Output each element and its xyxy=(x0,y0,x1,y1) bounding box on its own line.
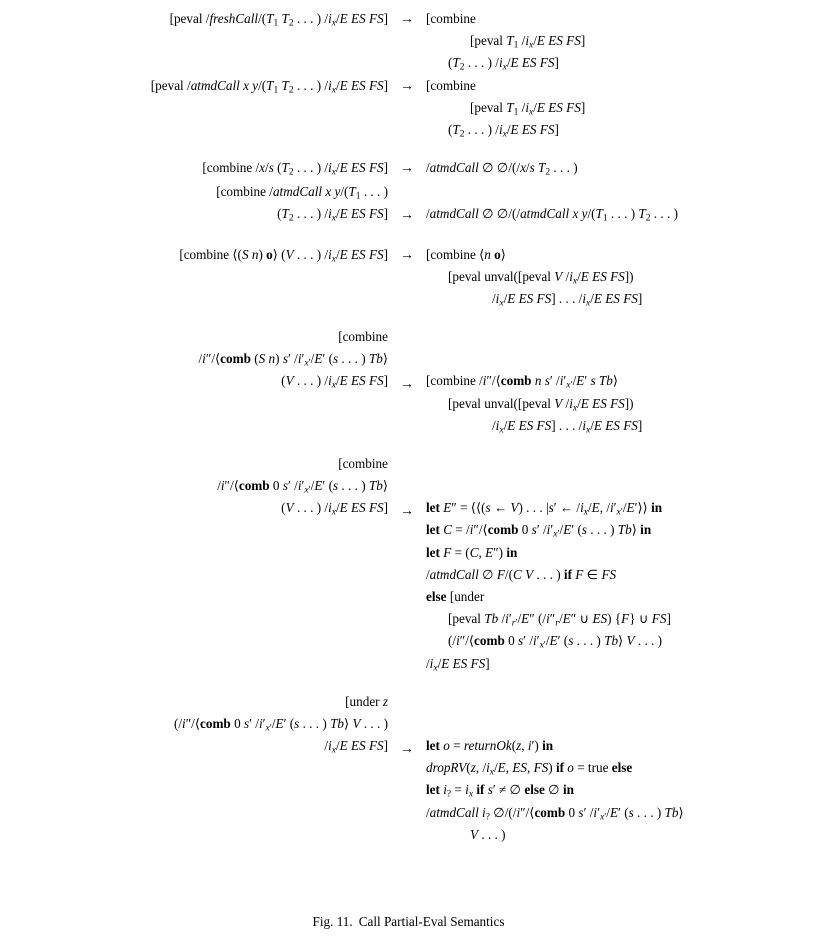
rule-row-under xyxy=(10,691,807,846)
spacer xyxy=(10,228,807,244)
rule-arrow xyxy=(388,691,426,846)
rhs-line: [combine ⟨n o⟩ xyxy=(426,246,506,262)
lhs-line: (/i″/⟨comb 0 s′ $/i'_{x'}/E'$ (s . . . ) Tb⟩ V . . . ) xyxy=(173,715,388,734)
rule-rhs xyxy=(426,157,807,181)
rhs-line: [peval $T_1$ $/i_x/E$ ES FS] xyxy=(470,99,586,118)
rhs-line: /atmdCall ∅ F/(C V . . . ) if F ∈ FS xyxy=(426,566,617,582)
arrow-glyph: → xyxy=(400,247,414,263)
lhs-line: [peval $/freshCall/(T_1$ $T_2$ . . . ) $/i_x/E$ ES FS] xyxy=(169,11,388,29)
rhs-line: let E″ = ⟨⟨(s ← V) . . . |s′ ← $/i_x/E$, $/i'_{x'}/E'⟩⟩$ in xyxy=(426,500,663,518)
rule-arrow xyxy=(388,453,426,675)
rule-lhs xyxy=(10,157,388,181)
rhs-line: let o = returnOk(z, i′) in xyxy=(426,738,554,754)
arrow-glyph: → xyxy=(400,741,414,757)
lhs-line: [combine ⟨(S n) o⟩ (V . . . ) $/i_x/E$ ES FS] xyxy=(179,246,388,264)
lhs-line: [combine xyxy=(338,329,388,345)
rule-lhs xyxy=(10,244,388,311)
rule-rhs xyxy=(426,181,807,228)
rule-rhs xyxy=(426,326,807,437)
rhs-line: [combine /i″/⟨comb n s′ $/i'_{x'}/E'$ s Tb⟩ xyxy=(426,373,619,391)
lhs-line: [combine xyxy=(338,455,388,471)
rule-row-combine-comb-sn xyxy=(10,326,807,437)
rule-row-atmdcall xyxy=(10,75,807,142)
rhs-line: (/i″/⟨comb 0 s′ $/i'_{x'}/E'$ (s . . . ) Tb⟩ V . . . ) xyxy=(448,633,663,651)
rule-arrow xyxy=(388,157,426,181)
rule-row-combine-atmdcall xyxy=(10,181,807,228)
arrow-glyph: → xyxy=(400,377,414,393)
rule-rhs xyxy=(426,453,807,675)
lhs-line: [combine /atmdCall x $y/(T_1$ . . . ) xyxy=(216,183,388,201)
rule-lhs xyxy=(10,8,388,75)
rule-row-combine-var xyxy=(10,157,807,181)
spacer xyxy=(10,675,807,691)
rule-lhs xyxy=(10,75,388,142)
lhs-line: [under z xyxy=(345,693,388,709)
lhs-line: [combine /x/s ($T_2$ . . . ) $/i_x/E$ ES FS] xyxy=(202,160,388,178)
arrow-glyph: → xyxy=(400,12,414,27)
rule-arrow xyxy=(388,75,426,142)
rhs-line: ($T_2$ . . . ) $/i_x/E$ ES FS] xyxy=(448,121,559,140)
inference-rules-table xyxy=(10,8,807,846)
rhs-line: [peval $T_1$ $/i_x/E$ ES FS] xyxy=(470,33,586,51)
rhs-line: [peval Tb $/i'_{r'}/E''$ ($/i''_r/E''$ ∪ ES) {F} ∪ FS] xyxy=(448,611,671,629)
rhs-line: /atmdCall ∅ ∅/(/atmdCall x $y/(T_1$ . . . ) $T_2$ . . . ) xyxy=(426,205,678,224)
rule-lhs xyxy=(10,326,388,437)
rule-lhs xyxy=(10,691,388,846)
rhs-line: let C = /i″/⟨comb 0 s′ $/i'_{x'}/E'$ (s . . . ) Tb⟩ in xyxy=(426,522,652,540)
lhs-line: (V . . . ) $/i_x/E$ ES FS] xyxy=(281,373,388,391)
rule-rhs xyxy=(426,691,807,846)
rhs-line: $/i_x/E$ ES FS] . . . $/i_x/E$ ES FS] xyxy=(492,417,643,436)
arrow-glyph: → xyxy=(400,78,414,94)
figure-caption-text: Call Partial-Eval Semantics xyxy=(358,914,505,929)
rhs-line: let $i_? = i_x$ if s′ ≠ ∅ else ∅ in xyxy=(426,782,574,800)
rule-arrow xyxy=(388,8,426,75)
lhs-line: /i″/⟨comb 0 s′ $/i'_{x'}/E'$ (s . . . ) Tb⟩ xyxy=(217,478,388,496)
arrow-glyph: → xyxy=(400,503,414,519)
lhs-line: $/i_x/E$ ES FS] xyxy=(324,738,388,756)
rule-arrow xyxy=(388,326,426,437)
lhs-line: ($T_2$ . . . ) $/i_x/E$ ES FS] xyxy=(277,205,388,224)
rhs-line: [combine xyxy=(426,77,476,93)
rule-row-freshcall xyxy=(10,8,807,75)
arrow-glyph: → xyxy=(400,208,414,224)
rhs-line: [combine xyxy=(426,11,476,26)
rule-rhs xyxy=(426,75,807,142)
rhs-line: let F = (C, E″) in xyxy=(426,544,518,560)
rhs-line: else [under xyxy=(426,588,485,604)
rhs-line: [peval unval([peval V $/i_x/E$ ES FS]) xyxy=(448,395,634,413)
spacer xyxy=(10,310,807,326)
rhs-line: ($T_2$ . . . ) $/i_x/E$ ES FS] xyxy=(448,55,559,73)
rhs-line: V . . . ) xyxy=(470,826,506,842)
lhs-line: (V . . . ) $/i_x/E$ ES FS] xyxy=(281,500,388,518)
rule-row-combine-sn xyxy=(10,244,807,311)
rule-lhs xyxy=(10,181,388,228)
rule-lhs xyxy=(10,453,388,675)
rhs-line: /atmdCall ∅ ∅/(/x/s $T_2$ . . . ) xyxy=(426,160,578,178)
rule-arrow xyxy=(388,181,426,228)
rule-rhs xyxy=(426,8,807,75)
rhs-line: /atmdCall $i_?$ ∅/(/i″/⟨comb 0 s′ $/i'_{x'}/E'$ (s . . . ) Tb⟩ xyxy=(426,804,684,822)
spacer xyxy=(10,437,807,453)
spacer xyxy=(10,141,807,157)
arrow-glyph: → xyxy=(400,161,414,177)
rule-rhs xyxy=(426,244,807,311)
lhs-line: [peval /atmdCall x $y/(T_1$ $T_2$ . . . ) $/i_x/E$ ES FS] xyxy=(150,77,388,95)
rule-row-combine-comb-zero xyxy=(10,453,807,675)
figure-caption-label: Fig. 11. xyxy=(312,914,353,929)
figure-caption xyxy=(0,914,817,930)
rule-arrow xyxy=(388,244,426,311)
lhs-line: /i″/⟨comb (S n) s′ $/i'_{x'}/E'$ (s . . . ) Tb⟩ xyxy=(198,351,388,369)
rhs-line: [peval unval([peval V $/i_x/E$ ES FS]) xyxy=(448,268,634,287)
rhs-line: $/i_x/E$ ES FS] . . . $/i_x/E$ ES FS] xyxy=(492,290,643,309)
rhs-line: dropRV(z, $/i_x/E$, ES, FS) if o = true else xyxy=(426,760,633,778)
rhs-line: $/i_x/E$ ES FS] xyxy=(426,655,490,673)
